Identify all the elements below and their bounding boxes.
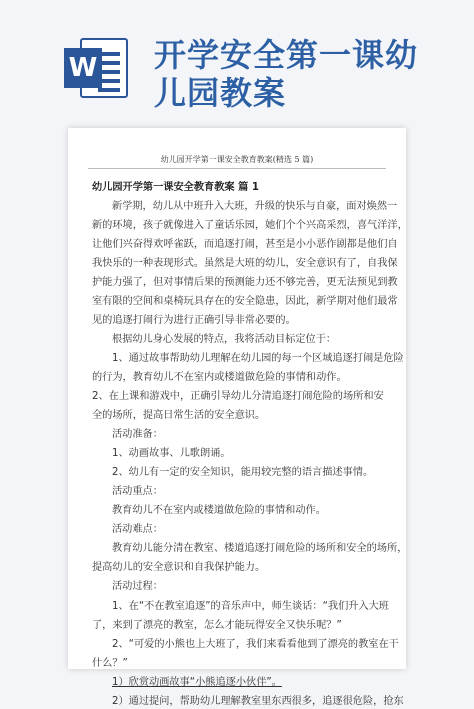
- paragraph-line: 1、动画故事、儿歌朗诵。: [112, 448, 231, 459]
- paragraph-line: 室有限的空间和桌椅玩具存在的安全隐患，因此，新学期对他们最常: [92, 296, 398, 307]
- paragraph-line: 什么？”: [92, 658, 128, 669]
- document-running-header: 幼儿园开学第一课安全教育教案(精选 5 篇): [160, 155, 314, 164]
- paragraph-line: 活动难点：: [112, 524, 163, 535]
- header-divider: [88, 168, 386, 169]
- paragraph-line: 护能力强了，但对事情后果的预测能力还不够完善，更无法预见到教: [92, 277, 398, 288]
- paragraph-line: 了，来到了漂亮的教室，怎么才能玩得安全又快乐呢？”: [92, 620, 342, 631]
- paragraph-line: 2、在上课和游戏中，正确引导幼儿分清追逐打闹危险的场所和安: [92, 391, 384, 402]
- paragraph-line: 提高幼儿的安全意识和自我保护能力。: [92, 562, 266, 573]
- page-title-line-1: 开学安全第一课幼: [154, 36, 419, 74]
- paragraph-line: 根据幼儿身心发展的特点，我将活动目标定位于：: [112, 334, 337, 345]
- paragraph-line: 见的追逐打闹行为进行正确引导非常必要的。: [92, 315, 296, 326]
- paragraph-line: 的行为，教育幼儿不在室内或楼道做危险的事情和动作。: [92, 372, 347, 383]
- paragraph-line: 新的环境，孩子就像进入了童话乐园，她们个个兴高采烈，喜气洋洋，: [92, 220, 408, 231]
- paragraph-line: 活动过程：: [112, 581, 163, 592]
- paragraph-line: 2）通过提问，帮助幼儿理解教室里东西很多，追逐很危险，抢东: [112, 696, 404, 707]
- paragraph-line: 2、幼儿有一定的安全知识，能用较完整的语言描述事情。: [112, 467, 374, 478]
- paragraph-line: 我快乐的一种表现形式。虽然是大班的幼儿，安全意识有了，自我保: [92, 258, 398, 269]
- paragraph-line: 新学期，幼儿从中班升入大班，升级的快乐与自豪，面对焕然一: [112, 201, 398, 212]
- word-document-icon: [64, 38, 128, 98]
- paragraph-line: 1、通过故事帮助幼儿理解在幼儿园的每一个区域追逐打闹是危险: [112, 353, 404, 364]
- paragraph-line: 教育幼儿能分清在教室、楼道追逐打闹危险的场所和安全的场所，: [112, 543, 408, 554]
- section-heading: 幼儿园开学第一课安全教育教案 篇 1: [92, 182, 259, 193]
- paragraph-line: 活动准备：: [112, 429, 163, 440]
- paragraph-line: 教育幼儿不在室内或楼道做危险的事情和动作。: [112, 505, 326, 516]
- paragraph-line: 全的场所，提高日常生活的安全意识。: [92, 410, 266, 421]
- page-title: [154, 36, 464, 112]
- paragraph-line: 2、“可爱的小熊也上大班了，我们来看看他到了漂亮的教室在干: [112, 639, 399, 650]
- paragraph-line: 活动重点：: [112, 486, 163, 497]
- paragraph-line: 1）欣赏动画故事“小熊追逐小伙伴”。: [112, 677, 282, 688]
- word-letter-badge: W: [64, 48, 102, 88]
- title-banner: [0, 0, 474, 120]
- page-title-line-2: 儿园教案: [154, 74, 287, 112]
- paragraph-line: 让他们兴奋得欢呼雀跃，而追逐打闹，甚至是小小恶作剧都是他们自: [92, 239, 398, 250]
- document-page: [68, 128, 408, 707]
- paragraph-line: 1、在“不在教室追逐”的音乐声中，师生谈话：“我们升入大班: [112, 601, 389, 612]
